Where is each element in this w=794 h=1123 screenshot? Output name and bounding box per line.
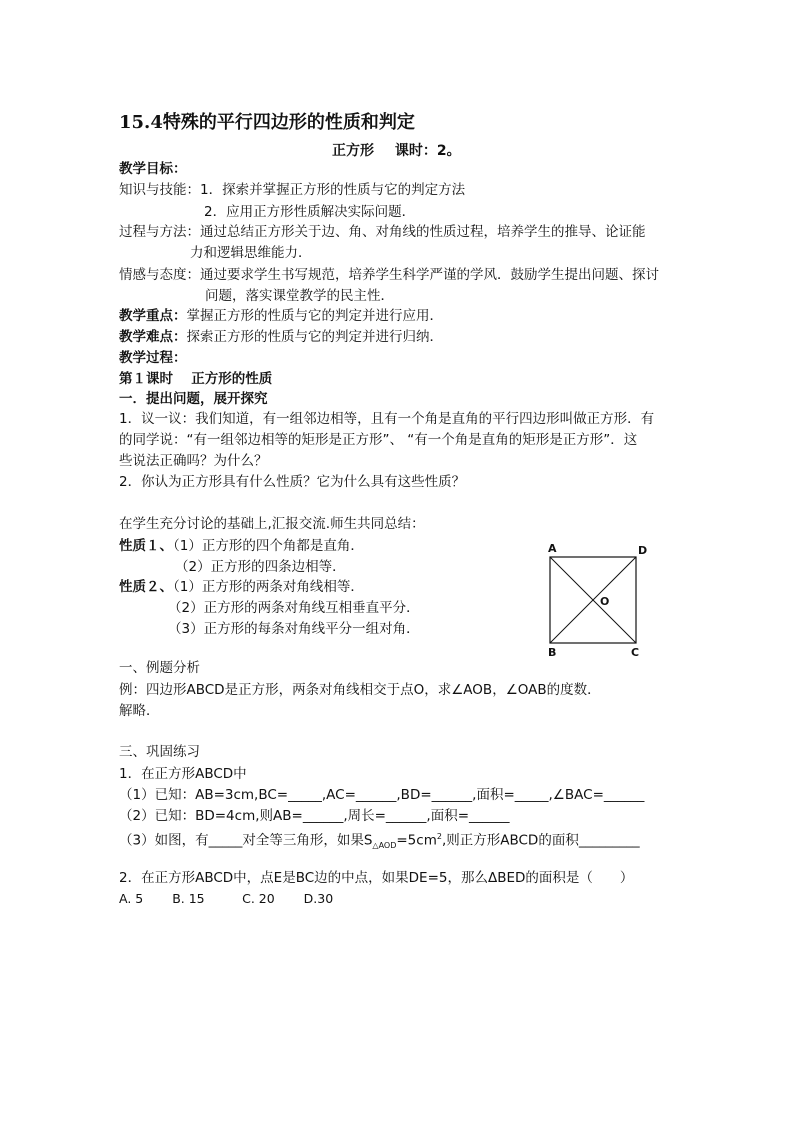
- objective-process-2: 力和逻辑思维能力．: [190, 245, 312, 261]
- question-1-line-1: 1．议一议：我们知道，有一组邻边相等，且有一个角是直角的平行四边形叫做正方形．有: [119, 411, 655, 427]
- difficulty-text: 探索正方形的性质与它的判定并进行归纳．: [186, 329, 443, 345]
- objective-emotion-2: 问题，落实课堂教学的民主性．: [205, 288, 394, 304]
- summary-intro: 在学生充分讨论的基础上,汇报交流.师生共同总结：: [119, 516, 425, 532]
- question-2: 2．你认为正方形具有什么性质？它为什么具有这些性质？: [119, 474, 466, 490]
- practice-1-1: （1）已知：AB=3cm,BC=_____,AC=______,BD=______,面积=_____,∠BAC=______: [119, 787, 645, 803]
- subtitle-topic: 正方形: [332, 143, 374, 159]
- key-point-label: 教学重点：: [119, 308, 187, 324]
- key-point: [119, 307, 443, 325]
- objective-knowledge-2: 2．应用正方形性质解决实际问题．: [204, 204, 416, 220]
- practice-heading: 三、巩固练习: [119, 744, 200, 760]
- difficulty-label: 教学难点：: [119, 329, 187, 345]
- objective-process-1: 过程与方法：通过总结正方形关于边、角、对角线的性质过程，培养学生的推导、论证能: [119, 224, 646, 240]
- vertex-c-label: C: [631, 646, 640, 659]
- question-1-line-2: 的同学说：“有一组邻边相等的矩形是正方形”、 “有一个角是直角的矩形是正方形”．这: [119, 432, 638, 448]
- property-1a-text: （1）正方形的四个角都是直角．: [173, 538, 364, 554]
- practice-2-options: A. 5 B. 15 C. 20 D.30: [119, 891, 334, 906]
- property-1a: [119, 537, 364, 555]
- square-figure: [549, 556, 639, 646]
- vertex-a-label: A: [548, 542, 557, 555]
- practice-1-3: （3）如图，有_____对全等三角形，如果$S_{\triangle AOD}=5cm^2$,则正方形ABCD的面积_________: [119, 832, 640, 851]
- property-2c: （3）正方形的每条对角线平分一组对角．: [168, 621, 420, 637]
- difficulty: [119, 328, 443, 346]
- objective-knowledge-1: 知识与技能：1．探索并掌握正方形的性质与它的判定方法: [119, 182, 466, 198]
- objective-emotion-1: 情感与态度：通过要求学生书写规范，培养学生科学严谨的学风．鼓励学生提出问题、探讨: [119, 267, 659, 283]
- question-1-line-3: 些说法正确吗？为什么？: [119, 453, 268, 469]
- vertex-d-label: D: [638, 544, 648, 557]
- page-title: 15.4特殊的平行四边形的性质和判定: [119, 112, 415, 133]
- center-o-label: O: [600, 595, 610, 608]
- solution-text: 解略．: [119, 703, 160, 719]
- practice-1: 1．在正方形ABCD中: [119, 766, 247, 782]
- section-1-heading: 一．提出问题，展开探究: [119, 391, 268, 407]
- subtitle-lesson: 课时：2。: [394, 143, 461, 159]
- process-heading: 教学过程：: [119, 350, 187, 366]
- property-1-label: 性质１、: [119, 538, 173, 554]
- property-2b: （2）正方形的两条对角线互相垂直平分．: [168, 600, 420, 616]
- example-heading: 一、例题分析: [119, 660, 200, 676]
- property-2a-text: （1）正方形的两条对角线相等．: [173, 579, 364, 595]
- vertex-b-label: B: [548, 646, 557, 659]
- practice-1-2: （2）已知：BD=4cm,则AB=______,周长=______,面积=______: [119, 808, 510, 824]
- lesson-1-heading: 第１课时 正方形的性质: [119, 371, 273, 387]
- subtitle: [332, 140, 477, 160]
- key-point-text: 掌握正方形的性质与它的判定并进行应用．: [186, 308, 443, 324]
- practice-2: 2．在正方形ABCD中，点E是BC边的中点，如果DE=5，那么ΔBED的面积是（ ）: [119, 870, 634, 886]
- property-2a: [119, 578, 364, 596]
- objectives-heading: 教学目标：: [119, 161, 187, 177]
- property-2-label: 性质２、: [119, 579, 173, 595]
- example-text: 例：四边形ABCD是正方形，两条对角线相交于点O，求∠AOB，∠OAB的度数．: [119, 682, 601, 698]
- property-1b: （2）正方形的四条边相等．: [175, 559, 346, 575]
